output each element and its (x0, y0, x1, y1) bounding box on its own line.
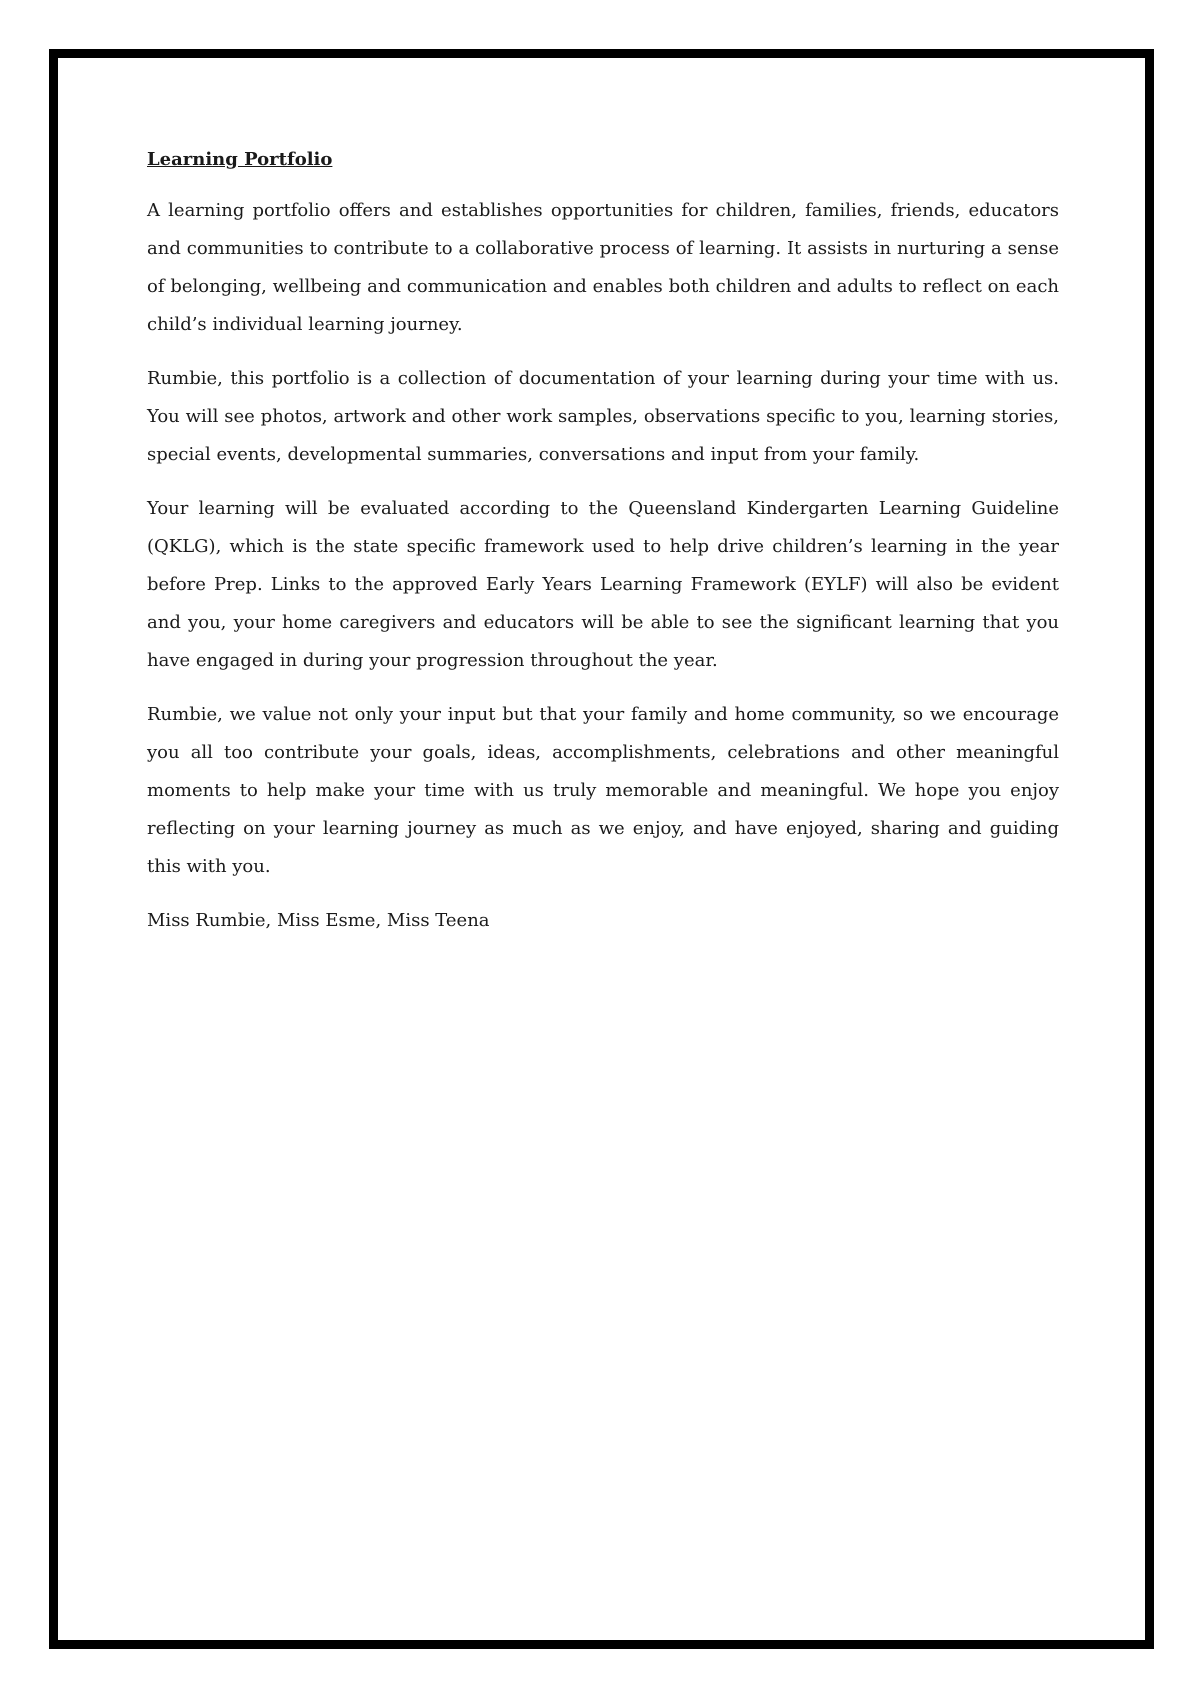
paragraph-intro: A learning portfolio offers and establishes opportunities for children, families, friends, educators and communities to contribute to a collaborative process of learning. It assists in nurturing a sense of belonging, wellbeing and communication and enables both children and adults to reflect on each child’s individual learning journey. (147, 200, 1059, 335)
document-body (147, 146, 1059, 940)
paragraph-portfolio-contents: Rumbie, this portfolio is a collection of documentation of your learning during your time with us. You will see photos, artwork and other work samples, observations specific to you, learning stories, special events, developmental summaries, conversations and input from your family. (147, 368, 1059, 465)
paragraph-family-input: Rumbie, we value not only your input but that your family and home community, so we encourage you all too contribute your goals, ideas, accomplishments, celebrations and other meaningful moments to help make your time with us truly memorable and meaningful. We hope you enjoy reflecting on your learning journey as much as we enjoy, and have enjoyed, sharing and guiding this with you. (147, 704, 1059, 877)
document-title: Learning Portfolio (147, 149, 333, 170)
paragraph-evaluation: Your learning will be evaluated according to the Queensland Kindergarten Learning Guideline (QKLG), which is the state specific framework used to help drive children’s learning in the year before Prep. Links to the approved Early Years Learning Framework (EYLF) will also be evident and you, your home caregivers and educators will be able to see the significant learning that you have engaged in during your progression throughout the year. (147, 498, 1059, 671)
signature: Miss Rumbie, Miss Esme, Miss Teena (147, 910, 490, 931)
